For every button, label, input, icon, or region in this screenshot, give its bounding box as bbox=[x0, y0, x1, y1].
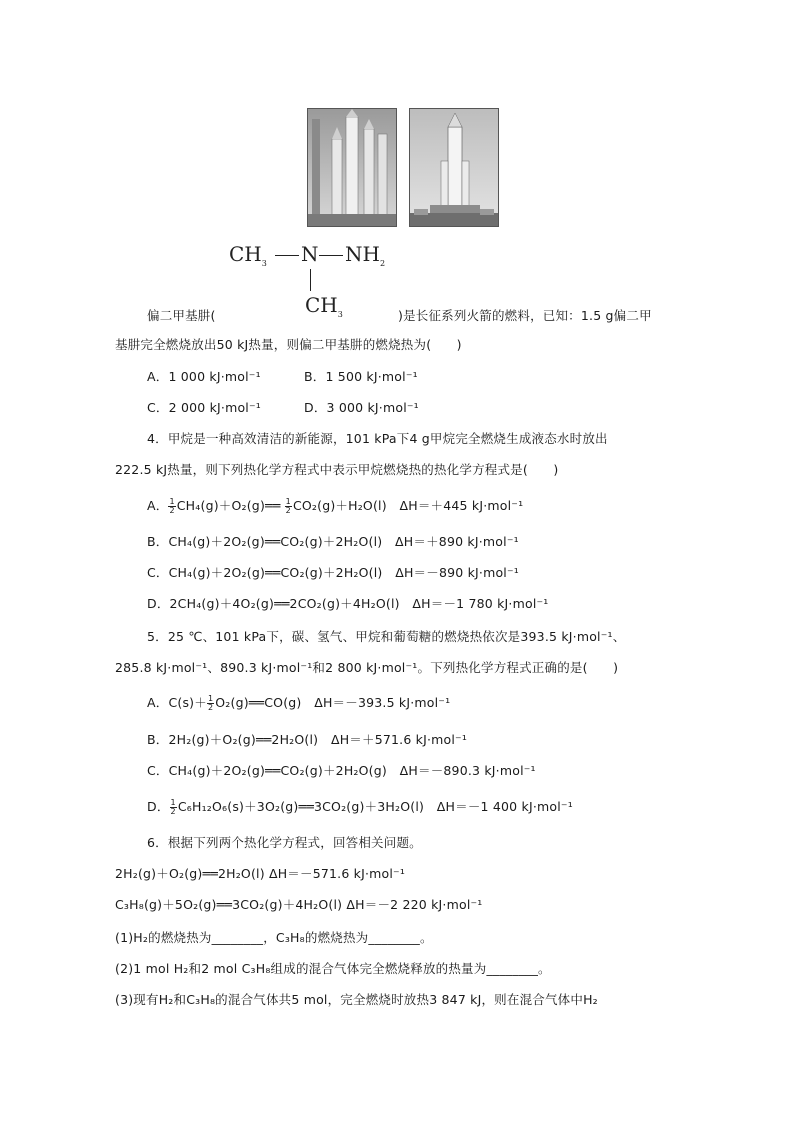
q4-option-d: D．2CH₄(g)＋4O₂(g)══2CO₂(g)＋4H₂O(l) ΔH＝－1 780 kJ·mol⁻¹ bbox=[147, 596, 549, 611]
q3-stem-prefix: 偏二甲基肼( bbox=[147, 308, 216, 323]
q5-option-d: D． $\frac{1}{2}$ C₆H₁₂O₆(s)＋3O₂(g)══3CO₂(g)＋3H₂O(l) ΔH＝－1 400 kJ·mol⁻¹ bbox=[147, 798, 573, 816]
q6-subquestion-3: (3)现有H₂和C₃H₈的混合气体共5 mol，完全燃烧时放热3 847 kJ，则在混合气体中H₂ bbox=[115, 992, 598, 1007]
q4-a-fraction-1: $\frac{1}{2}$ bbox=[169, 497, 175, 515]
bond-right bbox=[319, 255, 343, 256]
q5-d-fraction: $\frac{1}{2}$ bbox=[170, 798, 176, 816]
q6-stem: 6．根据下列两个热化学方程式，回答相关问题。 bbox=[147, 835, 422, 850]
q4-option-b: B．CH₄(g)＋2O₂(g)══CO₂(g)＋2H₂O(l) ΔH＝＋890 kJ·mol⁻¹ bbox=[147, 534, 519, 549]
q3-stem-suffix: )是长征系列火箭的燃料，已知：1.5 g偏二甲 bbox=[398, 308, 652, 323]
q4-option-c: C．CH₄(g)＋2O₂(g)══CO₂(g)＋2H₂O(l) ΔH＝－890 kJ·mol⁻¹ bbox=[147, 565, 519, 580]
q4-stem-line2: 222.5 kJ热量，则下列热化学方程式中表示甲烷燃烧热的热化学方程式是( ) bbox=[115, 462, 559, 477]
rocket-photo-left bbox=[307, 108, 397, 227]
rocket-photo-right bbox=[409, 108, 499, 227]
structural-formula: $CH_3$ N $NH_2$ $CH_3$ bbox=[229, 242, 386, 319]
q3-option-a: A．1 000 kJ·mol⁻¹ bbox=[147, 369, 261, 384]
q4-a-fraction-2: $\frac{1}{2}$ bbox=[285, 497, 291, 515]
q4-stem-line1: 4．甲烷是一种高效清洁的新能源，101 kPa下4 g甲烷完全燃烧生成液态水时放出 bbox=[147, 431, 608, 446]
q3-option-c: C．2 000 kJ·mol⁻¹ bbox=[147, 400, 261, 415]
q4-option-a: A． $\frac{1}{2}$ CH₄(g)＋O₂(g)══ $\frac{1}{2}$ CO₂(g)＋H₂O(l) ΔH＝＋445 kJ·mol⁻¹ bbox=[147, 497, 524, 515]
bond-left bbox=[275, 255, 299, 256]
q3-stem-line2: 基肼完全燃烧放出50 kJ热量，则偏二甲基肼的燃烧热为( ) bbox=[115, 337, 462, 352]
q5-option-a: A．C(s)＋ $\frac{1}{2}$ O₂(g)══CO(g) ΔH＝－393.5 kJ·mol⁻¹ bbox=[147, 694, 451, 712]
q6-equation-1: 2H₂(g)＋O₂(g)══2H₂O(l) ΔH＝－571.6 kJ·mol⁻¹ bbox=[115, 866, 406, 881]
q5-option-b: B．2H₂(g)＋O₂(g)══2H₂O(l) ΔH＝＋571.6 kJ·mol⁻¹ bbox=[147, 732, 468, 747]
formula-nh2: NH bbox=[345, 242, 380, 266]
formula-ch3-left: CH bbox=[229, 242, 262, 266]
q3-option-b: B．1 500 kJ·mol⁻¹ bbox=[304, 369, 418, 384]
bond-down bbox=[310, 269, 311, 291]
formula-ch3-bottom: CH bbox=[305, 293, 338, 317]
q6-subquestion-1: (1)H₂的燃烧热为________，C₃H₈的燃烧热为________。 bbox=[115, 930, 433, 945]
q6-subquestion-2: (2)1 mol H₂和2 mol C₃H₈组成的混合气体完全燃烧释放的热量为________。 bbox=[115, 961, 551, 976]
q5-stem-line1: 5．25 ℃、101 kPa下，碳、氢气、甲烷和葡萄糖的燃烧热依次是393.5 kJ·mol⁻¹、 bbox=[147, 629, 626, 644]
q5-stem-line2: 285.8 kJ·mol⁻¹、890.3 kJ·mol⁻¹和2 800 kJ·mol⁻¹。下列热化学方程式正确的是( ) bbox=[115, 660, 619, 675]
q3-option-d: D．3 000 kJ·mol⁻¹ bbox=[304, 400, 419, 415]
q6-equation-2: C₃H₈(g)＋5O₂(g)══3CO₂(g)＋4H₂O(l) ΔH＝－2 220 kJ·mol⁻¹ bbox=[115, 897, 483, 912]
q5-a-fraction: $\frac{1}{2}$ bbox=[207, 694, 214, 712]
formula-n: N bbox=[301, 242, 319, 266]
q5-option-c: C．CH₄(g)＋2O₂(g)══CO₂(g)＋2H₂O(g) ΔH＝－890.3 kJ·mol⁻¹ bbox=[147, 763, 536, 778]
